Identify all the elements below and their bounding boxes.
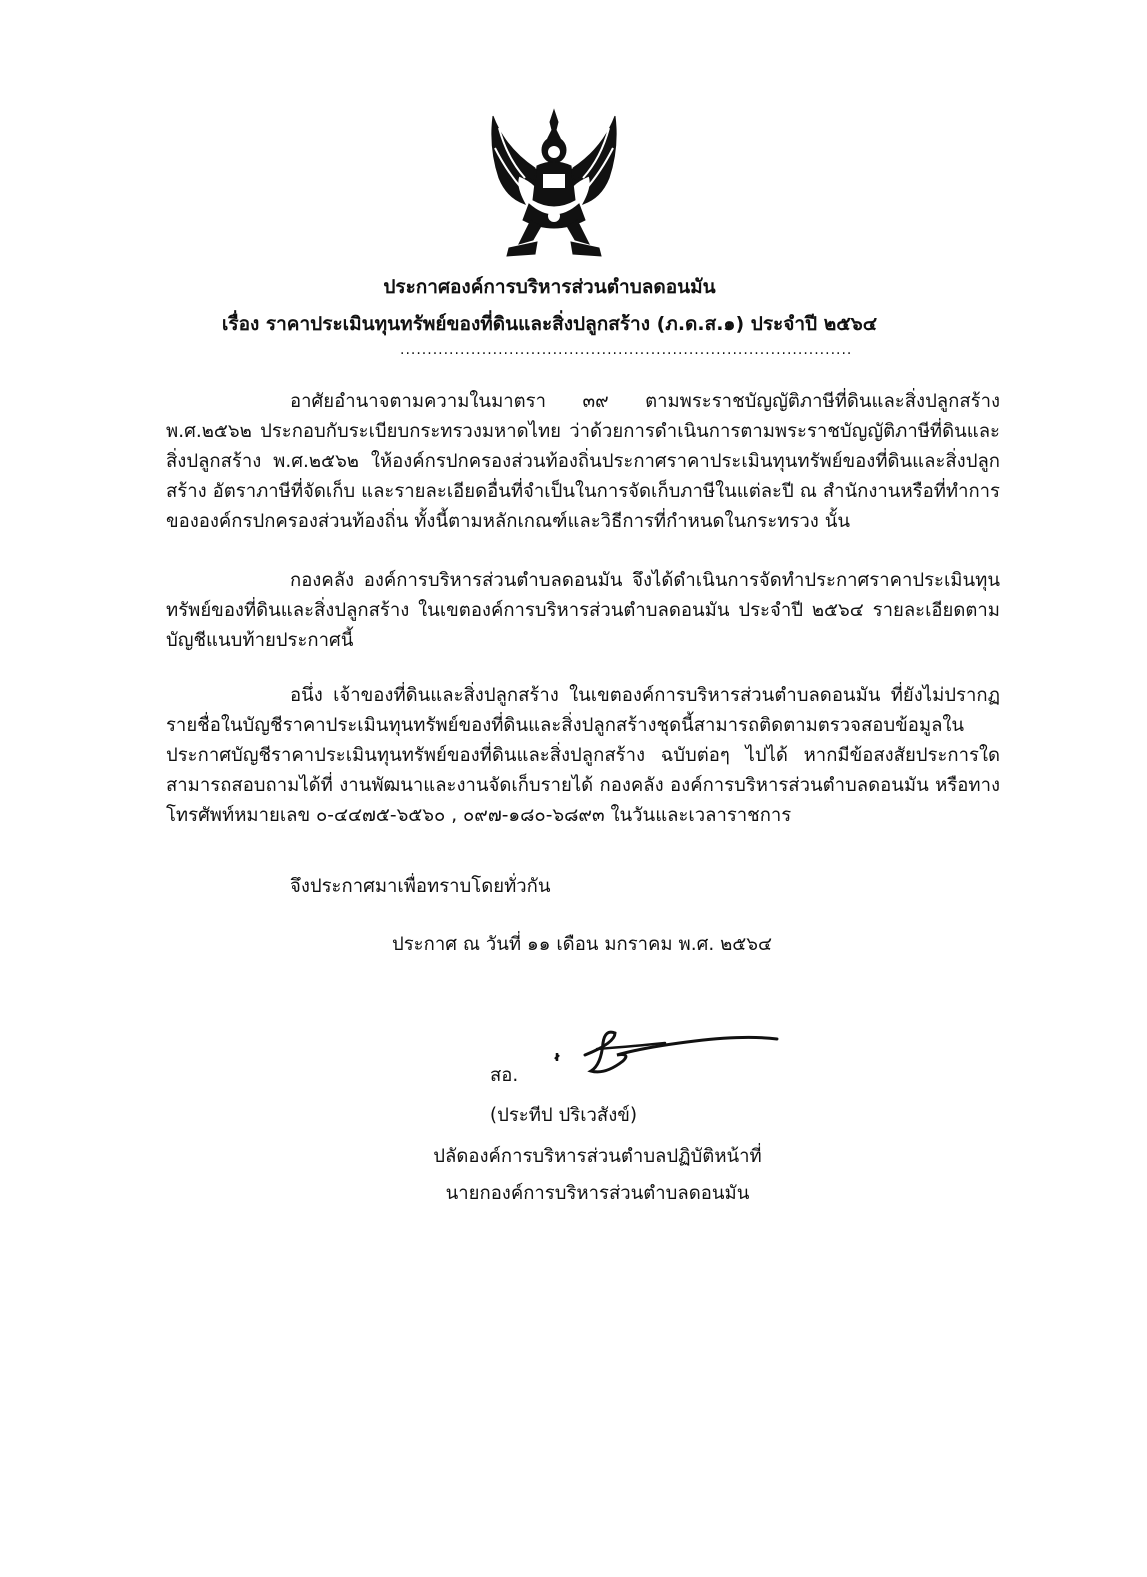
handwritten-signature bbox=[545, 1025, 785, 1085]
announcement-title: ประกาศองค์การบริหารส่วนตำบลดอนมัน bbox=[383, 276, 716, 298]
body-paragraph bbox=[166, 387, 1000, 537]
signer-position-acting: ปลัดองค์การบริหารส่วนตำบลปฏิบัติหน้าที่ bbox=[433, 1146, 762, 1167]
signer-name: (ประทีป ปริเวสังข์) bbox=[489, 1105, 638, 1126]
body-paragraph bbox=[166, 566, 1000, 656]
closing-statement: จึงประกาศมาเพื่อทราบโดยทั่วกัน bbox=[290, 876, 551, 897]
garuda-emblem bbox=[485, 108, 623, 258]
header-separator: ................................................................................... bbox=[400, 342, 853, 358]
paragraph-text: กองคลัง องค์การบริหารส่วนตำบลดอนมัน จึงได้ดำเนินการจัดทำประกาศราคาประเมินทุนทรัพย์ของที่ดินและสิ่งปลูกสร้าง ในเขตองค์การบริหารส่วนตำบลดอนมัน ประจำปี ๒๕๖๔ รายละเอียดตามบัญชีแนบท้ายประกาศนี้ bbox=[166, 570, 1000, 651]
paragraph-text: อนึ่ง เจ้าของที่ดินและสิ่งปลูกสร้าง ในเขตองค์การบริหารส่วนตำบลดอนมัน ที่ยังไม่ปรากฏรายชื่อในบัญชีราคาประเมินทุนทรัพย์ของที่ดินและสิ่งปลูกสร้างชุดนี้สามารถติดตามตรวจสอบข้อมูลในประกาศบัญชีราคาประเมินทุนทรัพย์ของที่ดินและสิ่งปลูกสร้าง ฉบับต่อๆ ไปได้ หากมีข้อสงสัยประการใดสามารถสอบถามได้ที่ งานพัฒนาและงานจัดเก็บรายได้ กองคลัง องค์การบริหารส่วนตำบลดอนมัน หรือทางโทรศัพท์หมายเลข ๐-๔๔๗๕-๖๕๖๐ , ๐๙๗-๑๘๐-๖๘๙๓ ในวันและเวลาราชการ bbox=[166, 685, 1000, 826]
signer-position-title: นายกองค์การบริหารส่วนตำบลดอนมัน bbox=[445, 1183, 750, 1204]
body-paragraph bbox=[166, 681, 1000, 831]
signature-block bbox=[490, 1025, 790, 1095]
paragraph-text: อาศัยอำนาจตามความในมาตรา ๓๙ ตามพระราชบัญญัติภาษีที่ดินและสิ่งปลูกสร้าง พ.ศ.๒๕๖๒ ประกอบกับระเบียบกระทรวงมหาดไทย ว่าด้วยการดำเนินการตามพระราชบัญญัติภาษีที่ดินและสิ่งปลูกสร้าง พ.ศ.๒๕๖๒ ให้องค์กรปกครองส่วนท้องถิ่นประกาศราคาประเมินทุนทรัพย์ของที่ดินและสิ่งปลูกสร้าง อัตราภาษีที่จัดเก็บ และรายละเอียดอื่นที่จำเป็นในการจัดเก็บภาษีในแต่ละปี ณ สำนักงานหรือที่ทำการขององค์กรปกครองส่วนท้องถิ่น ทั้งนี้ตามหลักเกณฑ์และวิธีการที่กำหนดในกระทรวง นั้น bbox=[166, 391, 1000, 532]
signature-prefix: สอ. bbox=[490, 1065, 519, 1086]
announcement-date: ประกาศ ณ วันที่ ๑๑ เดือน มกราคม พ.ศ. ๒๕๖๔ bbox=[392, 934, 773, 955]
announcement-subject: เรื่อง ราคาประเมินทุนทรัพย์ของที่ดินและสิ่งปลูกสร้าง (ภ.ด.ส.๑) ประจำปี ๒๕๖๔ bbox=[221, 313, 878, 335]
